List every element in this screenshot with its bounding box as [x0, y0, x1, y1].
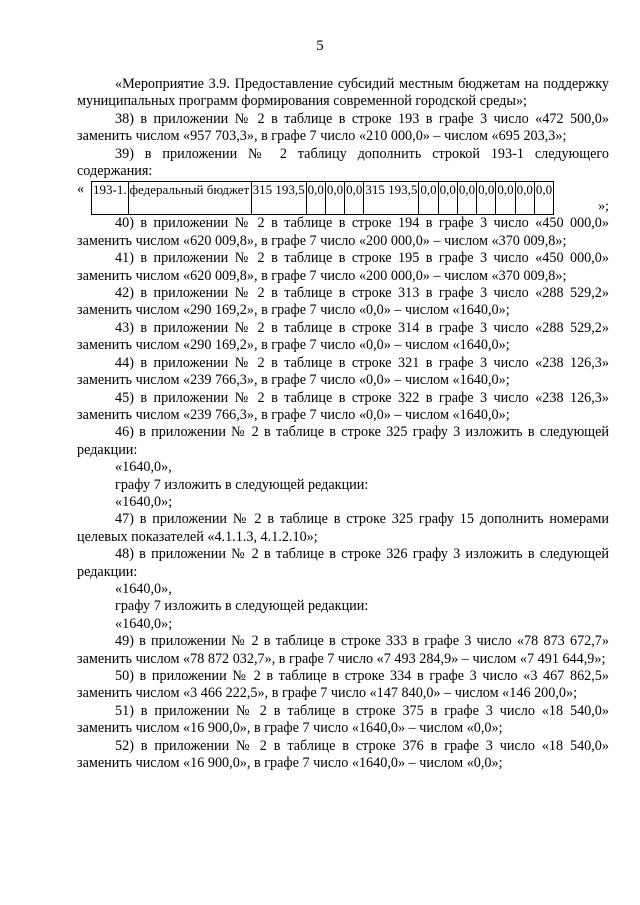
item-42: 42) в приложении № 2 в таблице в строке 313 в графе 3 число «288 529,2» заменить числом «290 169,2», в графе 7 число «0,0» – числом «1640,0»; [77, 285, 609, 319]
item-43: 43) в приложении № 2 в таблице в строке 314 в графе 3 число «288 529,2» заменить числом «290 169,2», в графе 7 число «0,0» – числом «1640,0»; [77, 319, 609, 354]
cell-value: 0,0 [306, 182, 325, 215]
item-48-line: «1640,0»; [115, 615, 173, 632]
item-46-line: графу 7 изложить в следующей редакции: [115, 476, 369, 493]
item-46-line: «1640,0»; [115, 493, 173, 510]
item-45: 45) в приложении № 2 в таблице в строке 322 в графе 3 число «238 126,3» заменить числом «239 766,3», в графе 7 число «0,0» – числом «1640,0»; [77, 389, 609, 423]
cell-value: 0,0 [325, 182, 344, 215]
item-40: 40) в приложении № 2 в таблице в строке 194 в графе 3 число «450 000,0» заменить числом «620 009,8», в графе 7 число «200 000,0» – числом «370 009,8»; [77, 215, 609, 249]
cell-row-number: 193-1. [92, 182, 129, 215]
cell-value: 0,0 [419, 182, 438, 215]
cell-value: 0,0 [477, 182, 496, 215]
cell-value-2022: 315 193,5 [364, 182, 419, 215]
item-51: 51) в приложении № 2 в таблице в строке 375 в графе 3 число «18 540,0» заменить числом «16 900,0», в графе 7 число «1640,0» – числом «0,0»; [77, 702, 609, 737]
item-49: 49) в приложении № 2 в таблице в строке 333 в графе 3 число «78 873 672,7» заменить числом «78 872 032,7», в графе 7 число «7 493 284,9» – числом «7 491 644,9»; [77, 633, 609, 667]
cell-value: 0,0 [534, 182, 553, 215]
page-number: 5 [316, 38, 324, 54]
cell-value: 0,0 [438, 182, 457, 215]
item-41: 41) в приложении № 2 в таблице в строке 195 в графе 3 число «450 000,0» заменить числом «620 009,8», в графе 7 число «200 000,0» – числом «370 009,8»; [77, 250, 609, 284]
item-46: 46) в приложении № 2 в таблице в строке 325 графу 3 изложить в следующей редакции: [77, 424, 609, 458]
item-48: 48) в приложении № 2 в таблице в строке 326 графу 3 изложить в следующей редакции: [77, 546, 609, 580]
row-193-1-table [91, 181, 554, 215]
item-38: 38) в приложении № 2 в таблице в строке 193 в графе 3 число «472 500,0» заменить числом «957 703,3», в графе 7 число «210 000,0» – числом «695 203,3»; [77, 110, 609, 145]
item-39: 39) в приложении № 2 таблицу дополнить строкой 193-1 следующего содержания: [77, 145, 609, 180]
item-44: 44) в приложении № 2 в таблице в строке 321 в графе 3 число «238 126,3» заменить числом «239 766,3», в графе 7 число «0,0» – числом «1640,0»; [77, 354, 609, 389]
cell-value: 0,0 [515, 182, 534, 215]
cell-total: 315 193,5 [251, 182, 306, 215]
intro-paragraph: «Мероприятие 3.9. Предоставление субсидий местным бюджетам на поддержку муниципальных программ формирования современной городской среды»; [77, 76, 609, 110]
cell-value: 0,0 [496, 182, 515, 215]
document-body [77, 76, 609, 772]
cell-value: 0,0 [457, 182, 476, 215]
inserted-table-row [77, 181, 609, 215]
open-quote: « [77, 181, 85, 198]
item-48-line: графу 7 изложить в следующей редакции: [115, 598, 369, 615]
cell-source: федеральный бюджет [128, 182, 251, 215]
item-48-line: «1640,0», [115, 580, 172, 597]
item-50: 50) в приложении № 2 в таблице в строке 334 в графе 3 число «3 467 862,5» заменить числом «3 466 222,5», в графе 7 число «147 840,0» – числом «146 200,0»; [77, 668, 609, 702]
item-52: 52) в приложении № 2 в таблице в строке 376 в графе 3 число «18 540,0» заменить числом «16 900,0», в графе 7 число «1640,0» – числом «0,0»; [77, 737, 609, 772]
item-46-line: «1640,0», [115, 459, 172, 476]
cell-value: 0,0 [345, 182, 364, 215]
item-47: 47) в приложении № 2 в таблице в строке 325 графу 15 дополнить номерами целевых показателей «4.1.1.3, 4.1.2.10»; [77, 511, 609, 545]
close-quote: »; [598, 199, 609, 215]
